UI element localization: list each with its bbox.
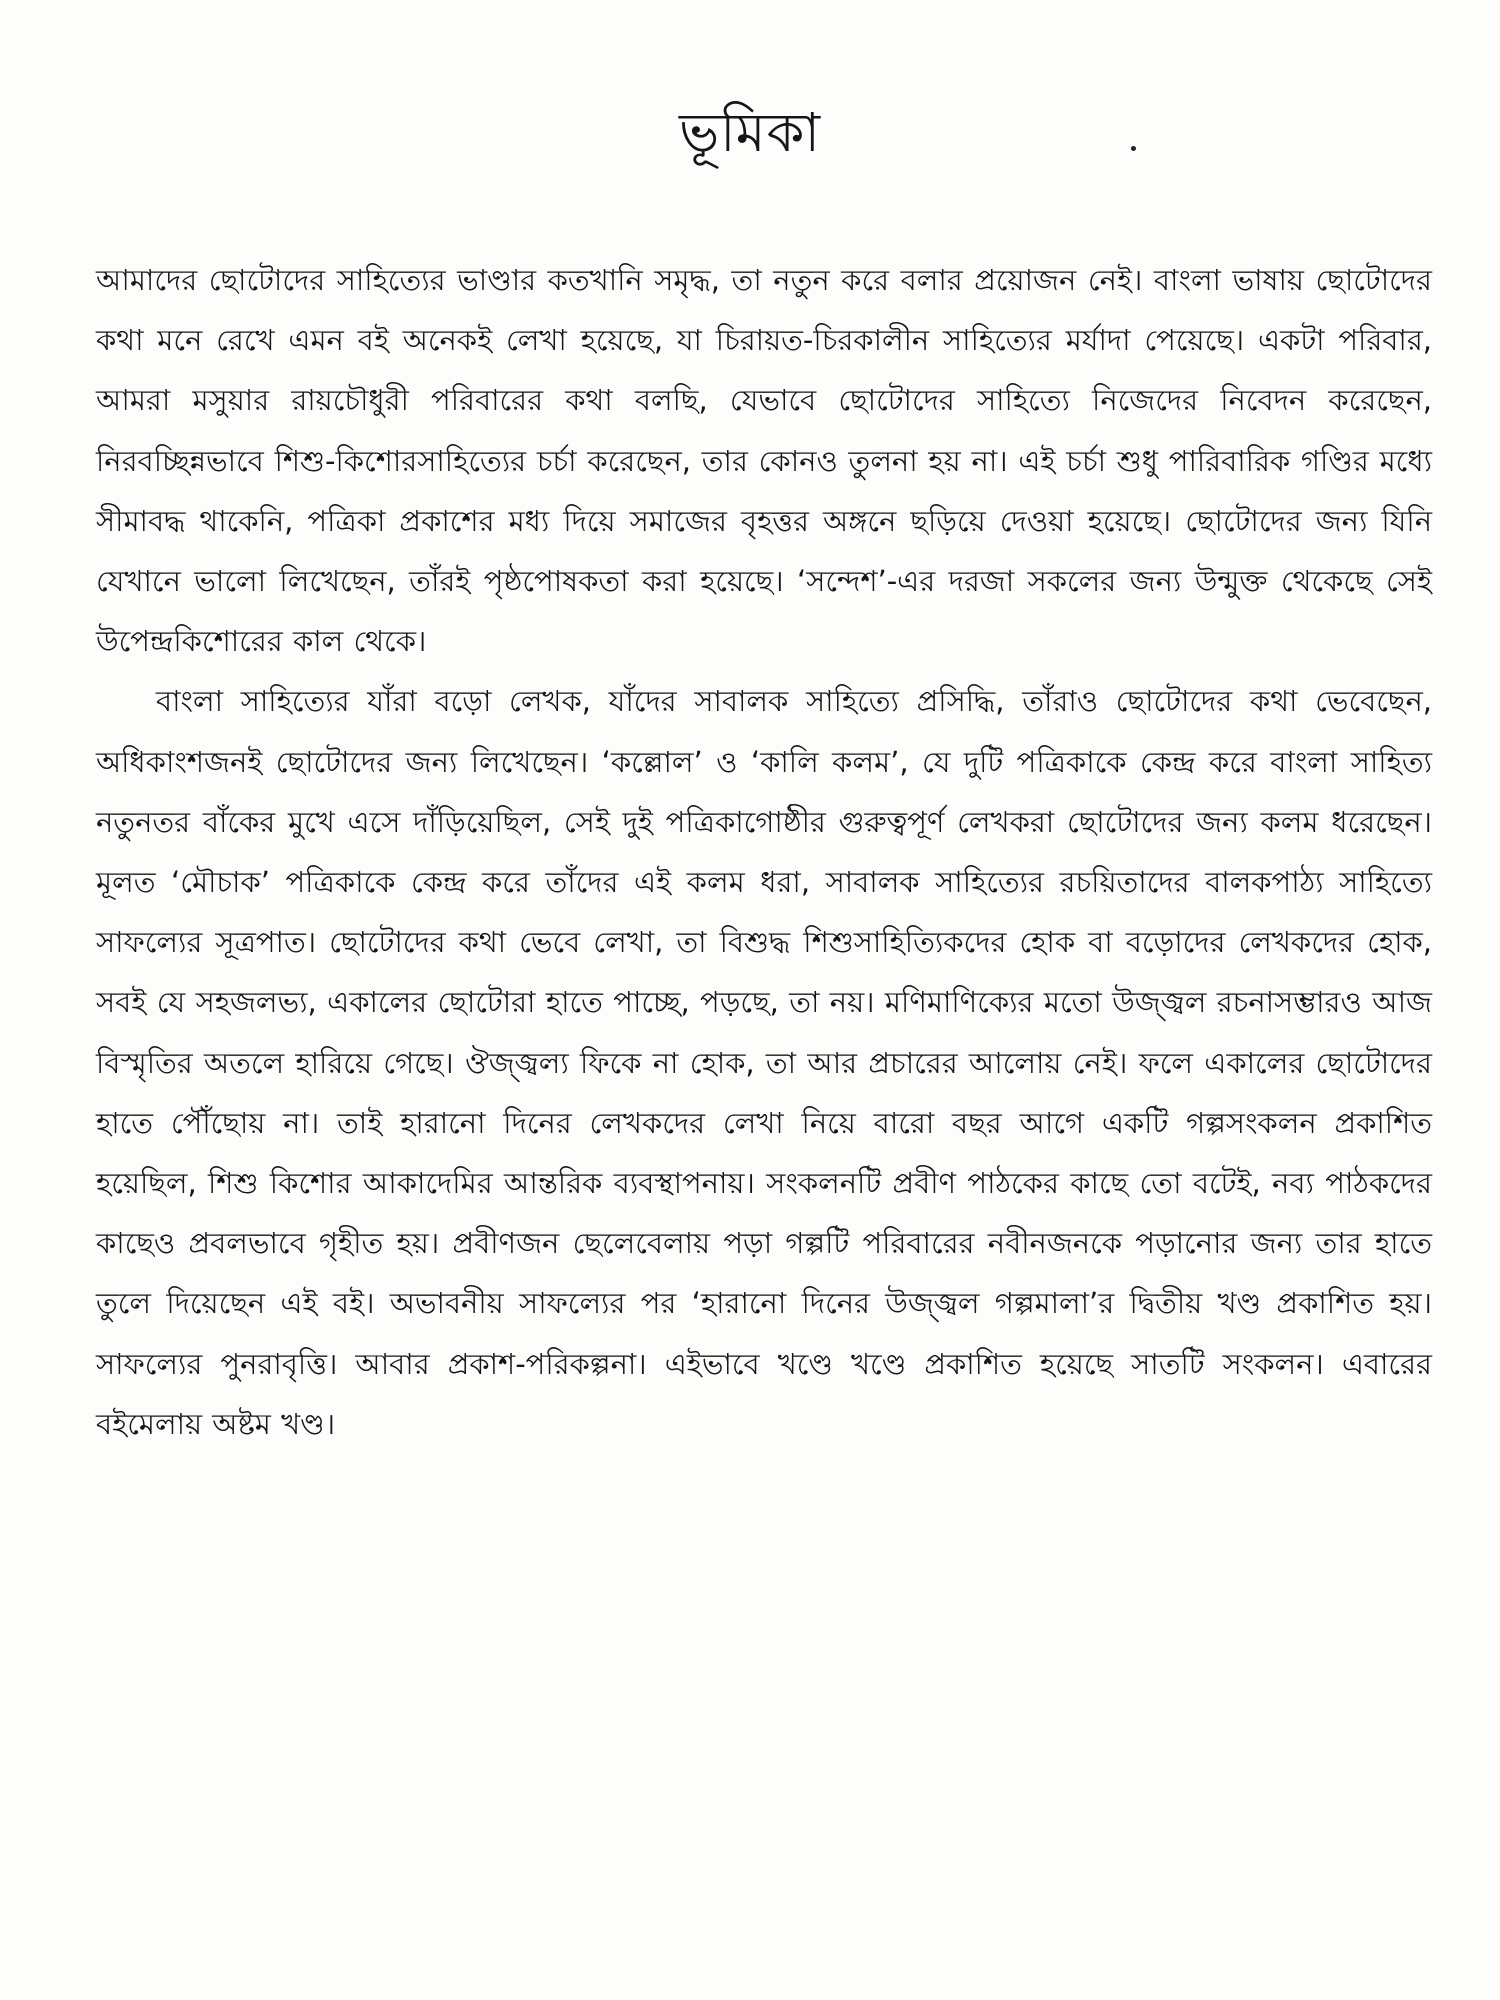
preface-body [96, 250, 1432, 1454]
paragraph-2: বাংলা সাহিত্যের যাঁরা বড়ো লেখক, যাঁদের সাবালক সাহিত্যে প্রসিদ্ধি, তাঁরাও ছোটোদের কথা ভেবেছেন, অধিকাংশজনই ছোটোদের জন্য লিখেছেন। ‘কল্লোল’ ও ‘কালি কলম’, যে দুটি পত্রিকাকে কেন্দ্র করে বাংলা সাহিত্য নতুনতর বাঁকের মুখে এসে দাঁড়িয়েছিল, সেই দুই পত্রিকাগোষ্ঠীর গুরুত্বপূর্ণ লেখকরা ছোটোদের জন্য কলম ধরেছেন। মূলত ‘মৌচাক’ পত্রিকাকে কেন্দ্র করে তাঁদের এই কলম ধরা, সাবালক সাহিত্যের রচয়িতাদের বালকপাঠ্য সাহিত্যে সাফল্যের সূত্রপাত। ছোটোদের কথা ভেবে লেখা, তা বিশুদ্ধ শিশুসাহিত্যিকদের হোক বা বড়োদের লেখকদের হোক, সবই যে সহজলভ্য, একালের ছোটোরা হাতে পাচ্ছে, পড়ছে, তা নয়। মণিমাণিক্যের মতো উজ্জ্বল রচনাসম্ভারও আজ বিস্মৃতির অতলে হারিয়ে গেছে। ঔজ্জ্বল্য ফিকে না হোক, তা আর প্রচারের আলোয় নেই। ফলে একালের ছোটোদের হাতে পৌঁছোয় না। তাই হারানো দিনের লেখকদের লেখা নিয়ে বারো বছর আগে একটি গল্পসংকলন প্রকাশিত হয়েছিল, শিশু কিশোর আকাদেমির আন্তরিক ব্যবস্থাপনায়। সংকলনটি প্রবীণ পাঠকের কাছে তো বটেই, নব্য পাঠকদের কাছেও প্রবলভাবে গৃহীত হয়। প্রবীণজন ছেলেবেলায় পড়া গল্পটি পরিবারের নবীনজনকে পড়ানোর জন্য তার হাতে তুলে দিয়েছেন এই বই। অভাবনীয় সাফল্যের পর ‘হারানো দিনের উজ্জ্বল গল্পমালা’র দ্বিতীয় খণ্ড প্রকাশিত হয়। সাফল্যের পুনরাবৃত্তি। আবার প্রকাশ-পরিকল্পনা। এইভাবে খণ্ডে খণ্ডে প্রকাশিত হয়েছে সাতটি সংকলন। এবারের বইমেলায় অষ্টম খণ্ড। [96, 684, 1432, 1441]
print-speck [1131, 146, 1136, 151]
paragraph-1: আমাদের ছোটোদের সাহিত্যের ভাণ্ডার কতখানি সমৃদ্ধ, তা নতুন করে বলার প্রয়োজন নেই। বাংলা ভাষায় ছোটোদের কথা মনে রেখে এমন বই অনেকই লেখা হয়েছে, যা চিরায়ত-চিরকালীন সাহিত্যের মর্যাদা পেয়েছে। একটা পরিবার, আমরা মসুয়ার রায়চৌধুরী পরিবারের কথা বলছি, যেভাবে ছোটোদের সাহিত্যে নিজেদের নিবেদন করেছেন, নিরবচ্ছিন্নভাবে শিশু-কিশোরসাহিত্যের চর্চা করেছেন, তার কোনও তুলনা হয় না। এই চর্চা শুধু পারিবারিক গণ্ডির মধ্যে সীমাবদ্ধ থাকেনি, পত্রিকা প্রকাশের মধ্য দিয়ে সমাজের বৃহত্তর অঙ্গনে ছড়িয়ে দেওয়া হয়েছে। ছোটোদের জন্য যিনি যেখানে ভালো লিখেছেন, তাঁরই পৃষ্ঠপোষকতা করা হয়েছে। ‘সন্দেশ’-এর দরজা সকলের জন্য উন্মুক্ত থেকেছে সেই উপেন্দ্রকিশোরের কাল থেকে। [96, 263, 1432, 659]
page-title: ভূমিকা [678, 101, 822, 164]
